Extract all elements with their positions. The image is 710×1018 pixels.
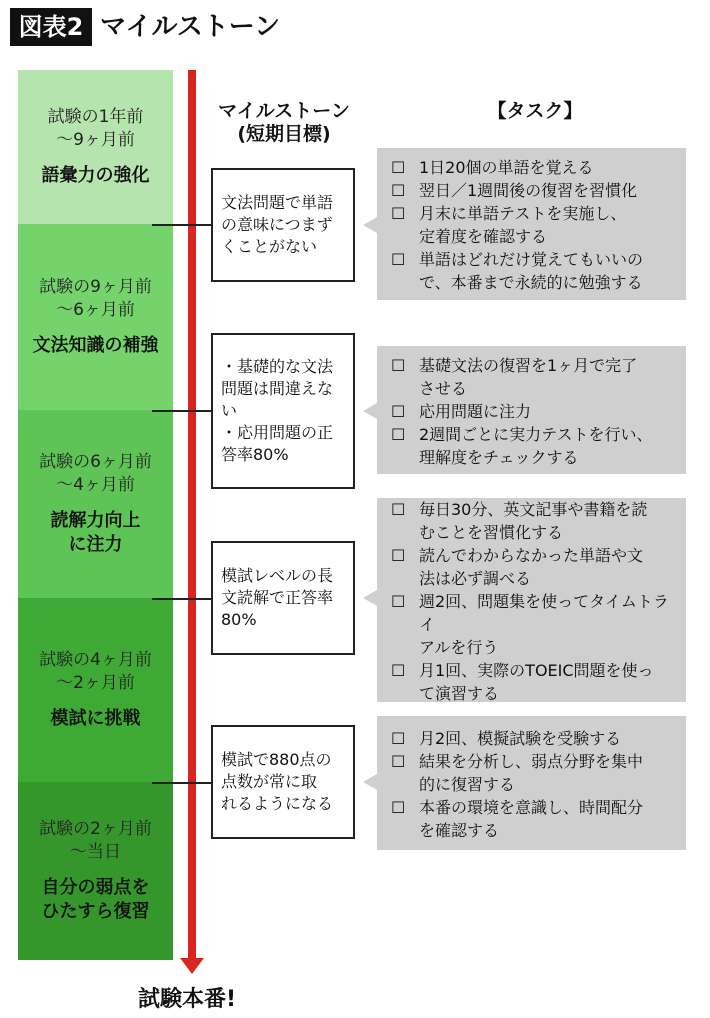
milestone-line: 文読解で正答率 <box>221 588 334 607</box>
phase-time-line: 〜4ヶ月前 <box>56 475 135 495</box>
milestone-box <box>211 333 355 489</box>
phase-goal <box>51 509 141 557</box>
milestone-line: い <box>221 401 238 420</box>
milestone-header-line: マイルストーン <box>218 100 350 122</box>
task-text: アルを行う <box>419 637 499 657</box>
pointer-triangle <box>363 403 377 419</box>
phase-goal <box>42 164 150 188</box>
phase-time-line: 〜当日 <box>69 842 121 862</box>
task-group <box>377 716 686 850</box>
checkbox-icon: ☐ <box>391 591 406 611</box>
task-text: させる <box>419 378 468 398</box>
task-text: 定着度を確認する <box>419 227 548 246</box>
milestone-line: 答率80% <box>221 445 289 464</box>
phase-3 <box>18 410 173 598</box>
task-text: 月末に単語テストを実施し、 <box>419 204 627 223</box>
checkbox-icon: ☐ <box>391 355 406 375</box>
checkbox-icon: ☐ <box>391 250 406 269</box>
milestone-line: 点数が常に取 <box>221 772 318 791</box>
task-group <box>377 346 686 474</box>
phase-time-line: 試験の2ヶ月前 <box>39 819 152 839</box>
figure-label: 図表2 <box>10 8 92 46</box>
pointer-triangle <box>363 217 377 233</box>
task-group <box>377 498 686 702</box>
task-text: 月1回、実際のTOEIC問題を使っ <box>419 660 654 680</box>
checkbox-icon: ☐ <box>391 158 406 177</box>
phase-goal <box>51 707 141 731</box>
timeline-bar <box>188 70 196 960</box>
task-item <box>391 354 674 400</box>
task-text: 応用問題に注力 <box>419 401 532 421</box>
task-item <box>391 659 674 705</box>
phase-time <box>39 276 152 322</box>
task-text: 読んでわからなかった単語や文 <box>419 545 644 565</box>
connector-line <box>152 410 211 412</box>
task-group <box>377 148 686 300</box>
checkbox-icon: ☐ <box>391 204 406 223</box>
task-text: を確認する <box>419 820 500 840</box>
phase-time <box>39 649 152 695</box>
exam-day-label: 試験本番! <box>138 987 237 1012</box>
milestone-line: 文法問題で単語 <box>221 193 334 212</box>
connector-line <box>152 598 211 600</box>
milestone-line: 問題は間違えな <box>221 379 334 398</box>
task-text: 理解度をチェックする <box>419 447 579 467</box>
phase-goal <box>42 876 150 924</box>
milestone-line: 80% <box>221 610 257 629</box>
checkbox-icon: ☐ <box>391 751 406 771</box>
phase-goal-line: に注力 <box>68 534 123 555</box>
phase-time-line: 試験の4ヶ月前 <box>39 650 152 670</box>
phase-time <box>39 818 152 864</box>
task-text: 結果を分析し、弱点分野を集中 <box>419 751 644 771</box>
phase-time-line: 〜9ヶ月前 <box>56 130 135 150</box>
pointer-triangle <box>363 590 377 606</box>
checkbox-icon: ☐ <box>391 660 406 680</box>
milestone-box <box>211 168 355 282</box>
phase-goal <box>33 334 159 358</box>
checkbox-icon: ☐ <box>391 545 406 565</box>
phase-1 <box>18 70 173 224</box>
phase-time-line: 試験の6ヶ月前 <box>39 452 152 472</box>
task-column-header: 【タスク】 <box>487 100 583 122</box>
connector-line <box>152 224 211 226</box>
phase-time-line: 試験の1年前 <box>47 107 144 127</box>
phase-4 <box>18 598 173 782</box>
pointer-triangle <box>363 774 377 790</box>
phase-goal-line: 読解力向上 <box>50 510 141 531</box>
task-item <box>391 590 674 659</box>
phase-2 <box>18 224 173 410</box>
task-text: 2週間ごとに実力テストを行い、 <box>419 424 653 444</box>
phase-goal-line: 語彙力の強化 <box>41 165 150 186</box>
task-text: 本番の環境を意識し、時間配分 <box>419 797 644 817</box>
timeline-arrowhead <box>180 958 204 974</box>
task-item <box>391 248 674 294</box>
task-text: 基礎文法の復習を1ヶ月で完了 <box>419 355 638 375</box>
task-item <box>391 202 674 248</box>
task-text: で、本番まで永続的に勉強する <box>419 273 643 292</box>
task-item <box>391 750 674 796</box>
phase-time-line: 〜2ヶ月前 <box>56 673 135 693</box>
milestone-line: ・基礎的な文法 <box>221 357 334 376</box>
task-text: むことを習慣化する <box>419 522 564 542</box>
task-text: 週2回、問題集を使ってタイムトライ <box>419 591 669 634</box>
phase-goal-line: ひたすら復習 <box>41 901 150 922</box>
milestone-box <box>211 541 355 655</box>
checkbox-icon: ☐ <box>391 424 406 444</box>
task-item <box>391 544 674 590</box>
checkbox-icon: ☐ <box>391 797 406 817</box>
milestone-line: れるようになる <box>221 794 334 813</box>
phase-goal-line: 文法知識の補強 <box>32 335 159 356</box>
milestone-line: の意味につまず <box>221 215 333 234</box>
task-text: 月2回、模擬試験を受験する <box>419 728 622 748</box>
phase-goal-line: 自分の弱点を <box>41 877 150 898</box>
connector-line <box>152 782 211 784</box>
phase-5 <box>18 782 173 960</box>
task-text: 毎日30分、英文記事や書籍を読 <box>419 499 648 519</box>
task-item <box>391 156 674 179</box>
milestone-line: ・応用問題の正 <box>221 423 334 442</box>
phase-time-line: 試験の9ヶ月前 <box>39 277 152 297</box>
checkbox-icon: ☐ <box>391 181 406 200</box>
milestone-box <box>211 725 355 839</box>
milestone-column-header <box>206 100 362 146</box>
task-item <box>391 796 674 842</box>
phase-goal-line: 模試に挑戦 <box>50 708 141 729</box>
milestone-header-subline: (短期目標) <box>237 123 331 145</box>
phase-time <box>39 451 152 497</box>
checkbox-icon: ☐ <box>391 499 406 519</box>
task-item <box>391 498 674 544</box>
milestone-line: 模試で880点の <box>221 750 332 769</box>
task-item <box>391 179 674 202</box>
figure-title: マイルストーン <box>100 12 281 42</box>
checkbox-icon: ☐ <box>391 401 406 421</box>
task-text: 1日20個の単語を覚える <box>419 158 594 177</box>
task-text: て演習する <box>419 683 500 703</box>
task-item <box>391 400 674 423</box>
phase-time <box>48 106 144 152</box>
checkbox-icon: ☐ <box>391 728 406 748</box>
task-item <box>391 423 674 469</box>
task-item <box>391 727 674 750</box>
task-text: 的に復習する <box>419 774 516 794</box>
phase-time-line: 〜6ヶ月前 <box>56 300 135 320</box>
task-text: 翌日／1週間後の復習を習慣化 <box>419 181 638 200</box>
milestone-line: 模試レベルの長 <box>221 566 334 585</box>
task-text: 法は必ず調べる <box>419 568 532 588</box>
task-text: 単語はどれだけ覚えてもいいの <box>419 250 644 269</box>
milestone-line: くことがない <box>221 237 318 256</box>
